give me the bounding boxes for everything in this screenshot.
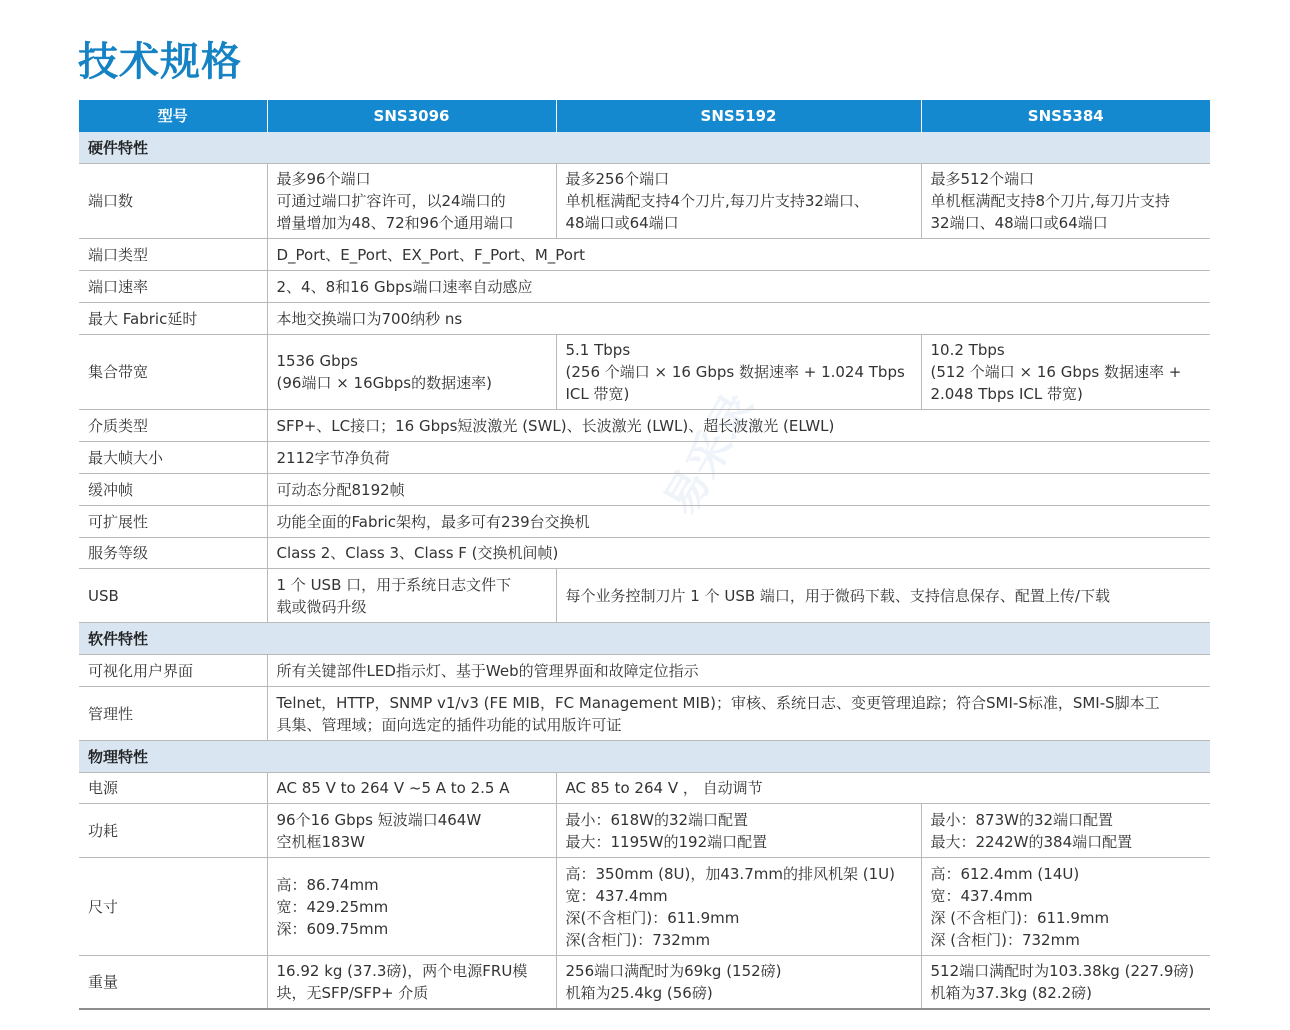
cell-all: 所有关键部件LED指示灯、基于Web的管理界面和故障定位指示 xyxy=(267,655,1210,687)
section-software xyxy=(79,623,1210,655)
cell-sns3096: 高：86.74mm 宽：429.25mm 深：609.75mm xyxy=(267,858,556,956)
row-label: 重量 xyxy=(79,956,267,1009)
cell-all: Telnet，HTTP，SNMP v1/v3 (FE MIB，FC Management MIB)；审核、系统日志、变更管理追踪；符合SMI-S标准，SMI-S脚本工 具集、管理域；面向选定的插件功能的试用版许可证 xyxy=(267,687,1210,741)
header-sns5384: SNS5384 xyxy=(921,100,1210,132)
table-row xyxy=(79,655,1210,687)
table-row xyxy=(79,956,1210,1009)
cell-sns5192: 高：350mm (8U)，加43.7mm的排风机架 (1U) 宽：437.4mm 深(不含柜门)：611.9mm 深(含柜门)：732mm xyxy=(556,858,921,956)
cell-all: 可动态分配8192帧 xyxy=(267,474,1210,506)
section-title: 软件特性 xyxy=(79,623,1210,655)
row-label: 尺寸 xyxy=(79,858,267,956)
cell-all: 2112字节净负荷 xyxy=(267,442,1210,474)
table-row xyxy=(79,239,1210,271)
row-label: 缓冲帧 xyxy=(79,474,267,506)
cell-all: 本地交换端口为700纳秒 ns xyxy=(267,303,1210,335)
row-label: 功耗 xyxy=(79,804,267,858)
cell-sns3096: 最多96个端口 可通过端口扩容许可，以24端口的 增量增加为48、72和96个通用端口 xyxy=(267,164,556,239)
cell-sns3096: 1536 Gbps (96端口 × 16Gbps的数据速率) xyxy=(267,335,556,410)
cell-sns5192-sns5384: 每个业务控制刀片 1 个 USB 端口，用于微码下载、支持信息保存、配置上传/下载 xyxy=(556,569,1210,623)
table-row xyxy=(79,303,1210,335)
cell-sns5384: 最多512个端口 单机框满配支持8个刀片,每刀片支持 32端口、48端口或64端口 xyxy=(921,164,1210,239)
row-label: 介质类型 xyxy=(79,410,267,442)
table-row xyxy=(79,804,1210,858)
table-row xyxy=(79,442,1210,474)
cell-sns5192: 最小：618W的32端口配置 最大：1195W的192端口配置 xyxy=(556,804,921,858)
table-row xyxy=(79,773,1210,804)
cell-sns5384: 512端口满配时为103.38kg (227.9磅) 机箱为37.3kg (82.2磅) xyxy=(921,956,1210,1009)
header-sns3096: SNS3096 xyxy=(267,100,556,132)
section-title: 物理特性 xyxy=(79,741,1210,773)
section-hardware xyxy=(79,132,1210,164)
row-label: 端口速率 xyxy=(79,271,267,303)
row-label: 服务等级 xyxy=(79,538,267,569)
cell-sns3096: 1 个 USB 口，用于系统日志文件下 载或微码升级 xyxy=(267,569,556,623)
row-label: 集合带宽 xyxy=(79,335,267,410)
table-row xyxy=(79,474,1210,506)
header-sns5192: SNS5192 xyxy=(556,100,921,132)
section-physical xyxy=(79,741,1210,773)
cell-all: SFP+、LC接口；16 Gbps短波激光 (SWL)、长波激光 (LWL)、超长波激光 (ELWL) xyxy=(267,410,1210,442)
cell-sns5384: 10.2 Tbps (512 个端口 × 16 Gbps 数据速率 + 2.048 Tbps ICL 带宽) xyxy=(921,335,1210,410)
cell-all: Class 2、Class 3、Class F (交换机间帧) xyxy=(267,538,1210,569)
row-label: USB xyxy=(79,569,267,623)
row-label: 可扩展性 xyxy=(79,506,267,538)
cell-sns5192: 5.1 Tbps (256 个端口 × 16 Gbps 数据速率 + 1.024 Tbps ICL 带宽) xyxy=(556,335,921,410)
watermark: 易采录 xyxy=(654,384,765,525)
row-label: 电源 xyxy=(79,773,267,804)
cell-sns5384: 最小：873W的32端口配置 最大：2242W的384端口配置 xyxy=(921,804,1210,858)
header-model: 型号 xyxy=(79,100,267,132)
cell-sns3096: 96个16 Gbps 短波端口464W 空机框183W xyxy=(267,804,556,858)
cell-sns5192: 256端口满配时为69kg (152磅) 机箱为25.4kg (56磅) xyxy=(556,956,921,1009)
table-row xyxy=(79,858,1210,956)
section-title: 硬件特性 xyxy=(79,132,1210,164)
row-label: 管理性 xyxy=(79,687,267,741)
cell-sns5192: 最多256个端口 单机框满配支持4个刀片,每刀片支持32端口、 48端口或64端口 xyxy=(556,164,921,239)
page-title: 技术规格 xyxy=(78,39,242,85)
row-label: 端口类型 xyxy=(79,239,267,271)
cell-all: 功能全面的Fabric架构，最多可有239台交换机 xyxy=(267,506,1210,538)
table-row xyxy=(79,271,1210,303)
table-row xyxy=(79,506,1210,538)
table-row xyxy=(79,164,1210,239)
table-row xyxy=(79,569,1210,623)
row-label: 可视化用户界面 xyxy=(79,655,267,687)
row-label: 最大 Fabric延时 xyxy=(79,303,267,335)
table-header-row xyxy=(79,100,1210,132)
row-label: 最大帧大小 xyxy=(79,442,267,474)
cell-sns3096: 16.92 kg (37.3磅)，两个电源FRU模 块，无SFP/SFP+ 介质 xyxy=(267,956,556,1009)
table-row xyxy=(79,538,1210,569)
cell-all: D_Port、E_Port、EX_Port、F_Port、M_Port xyxy=(267,239,1210,271)
cell-sns3096: AC 85 V to 264 V ~5 A to 2.5 A xyxy=(267,773,556,804)
cell-sns5384: 高：612.4mm (14U) 宽：437.4mm 深 (不含柜门)：611.9mm 深 (含柜门)：732mm xyxy=(921,858,1210,956)
table-row xyxy=(79,410,1210,442)
table-row xyxy=(79,335,1210,410)
spec-table xyxy=(79,100,1210,1010)
cell-sns5192-sns5384: AC 85 to 264 V ， 自动调节 xyxy=(556,773,1210,804)
cell-all: 2、4、8和16 Gbps端口速率自动感应 xyxy=(267,271,1210,303)
row-label: 端口数 xyxy=(79,164,267,239)
table-row xyxy=(79,687,1210,741)
